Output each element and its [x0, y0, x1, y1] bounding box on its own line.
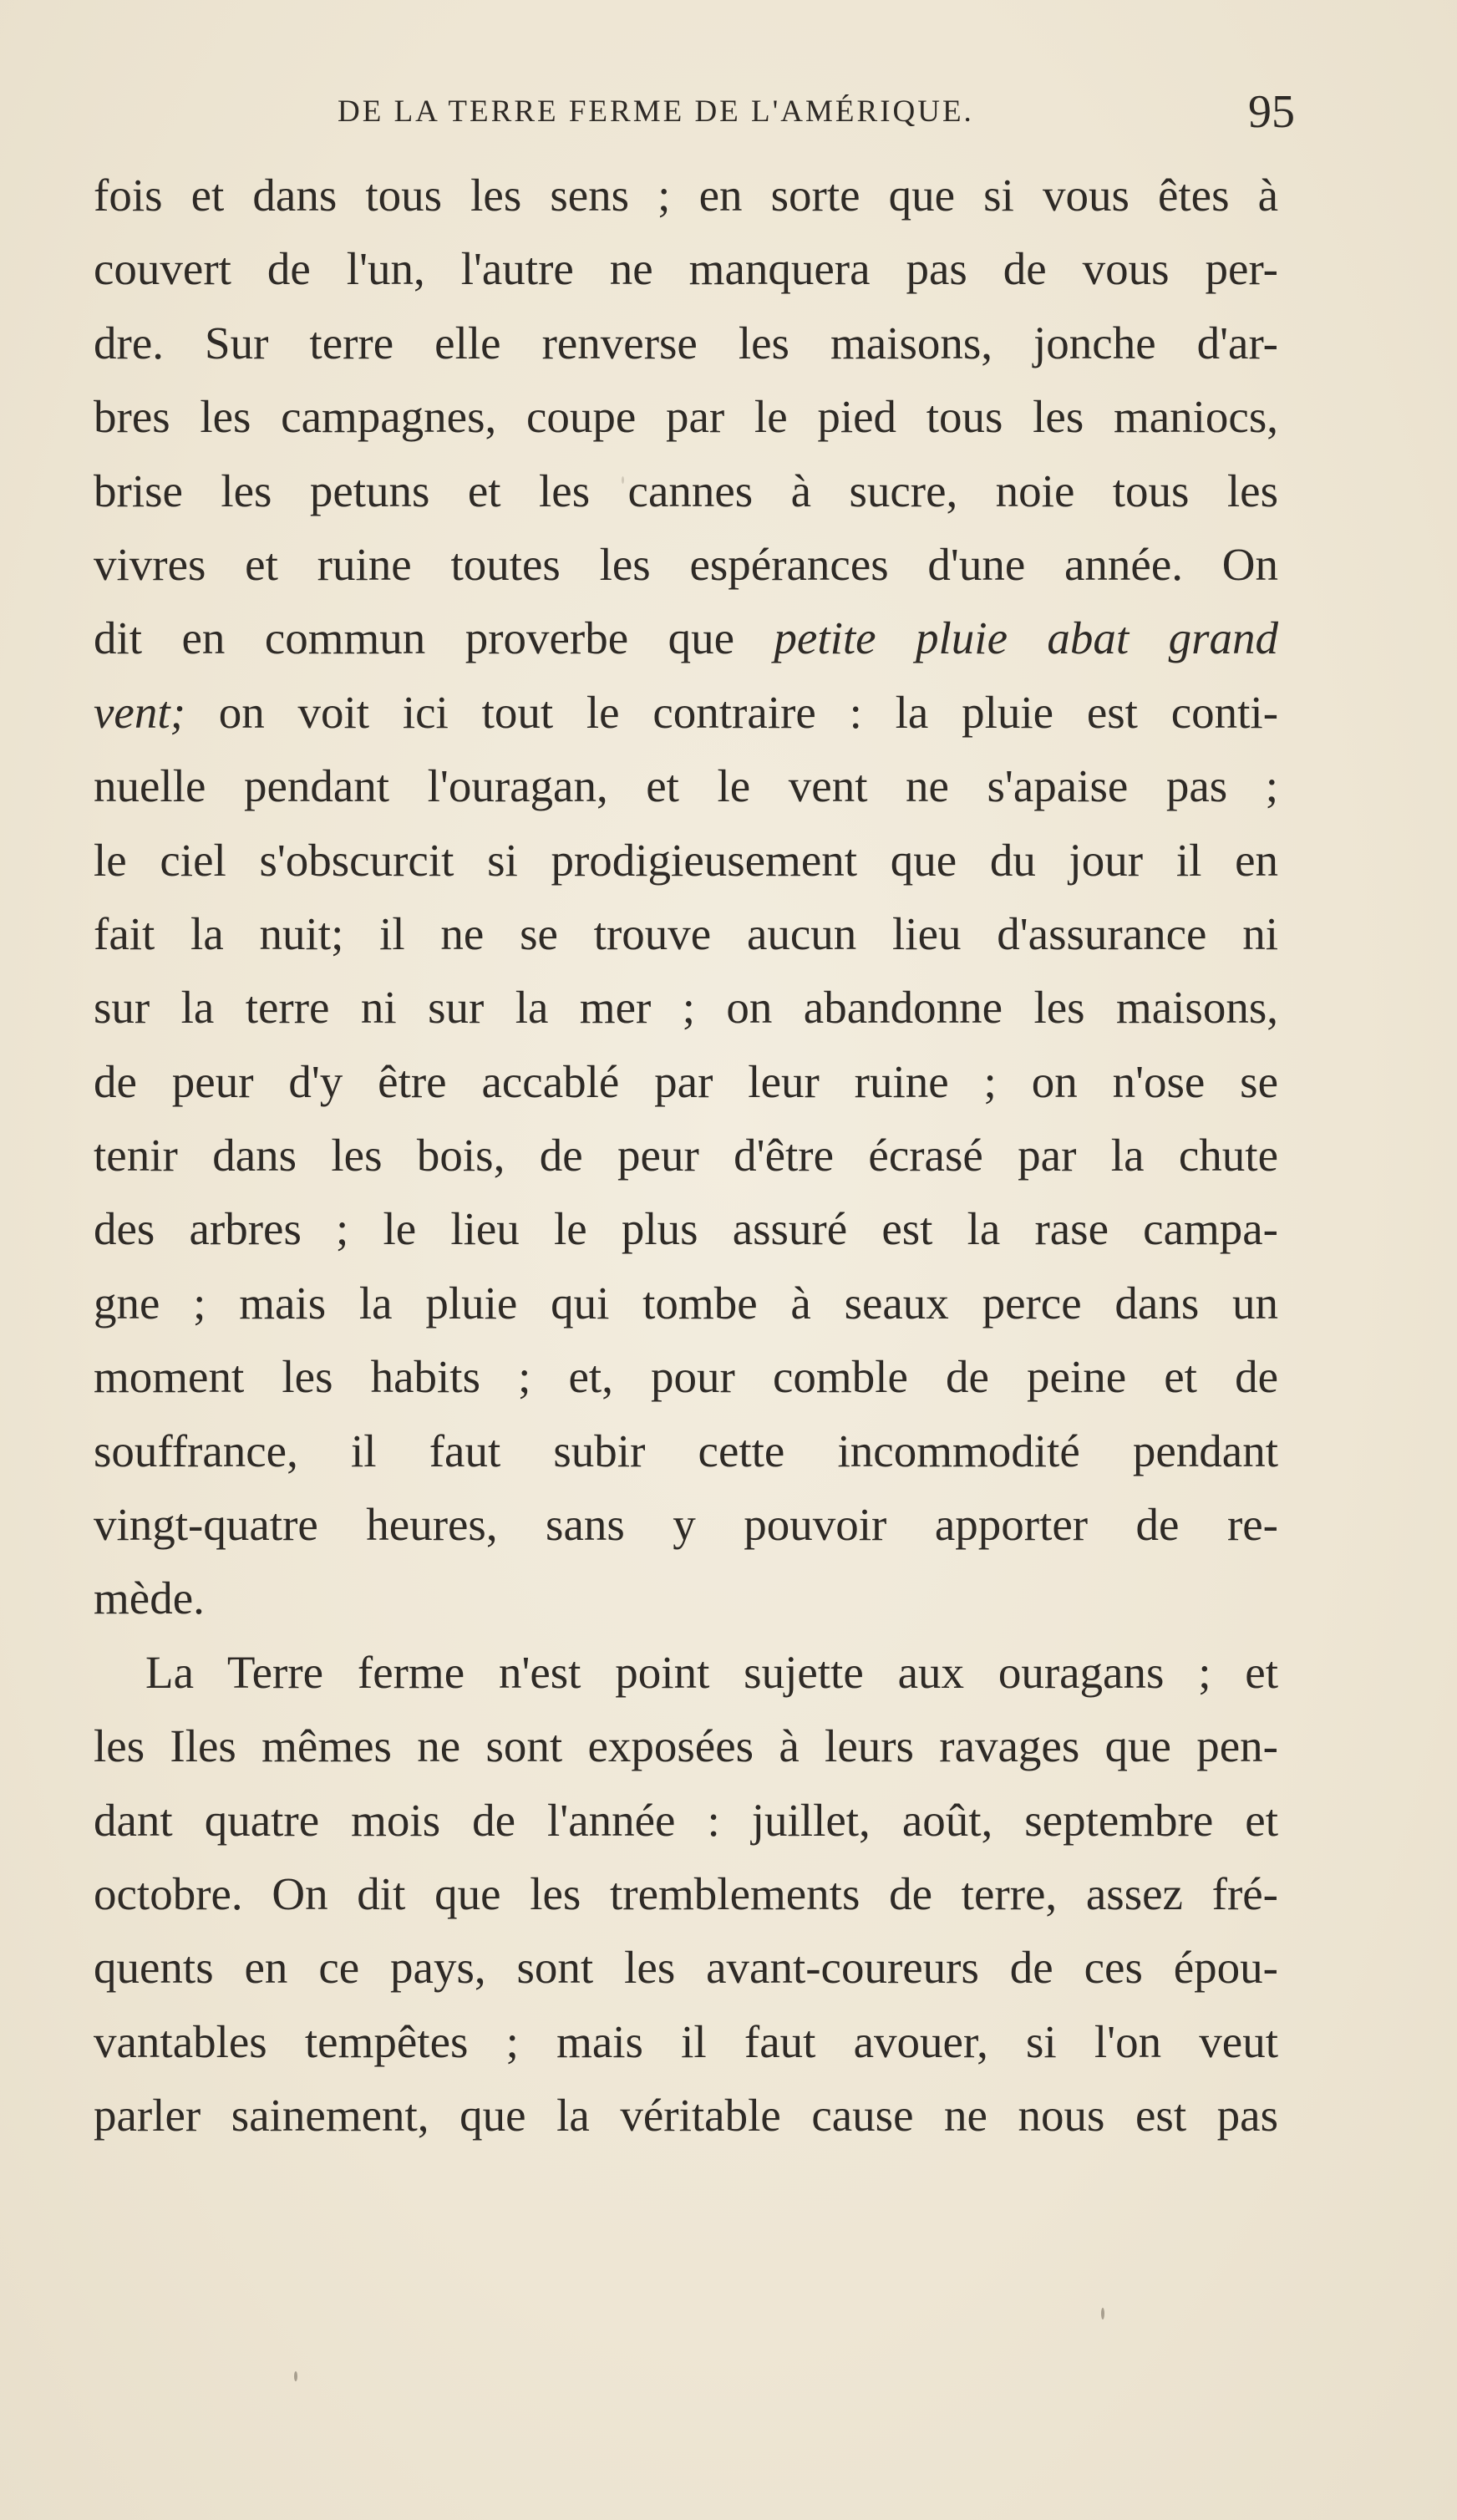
text-segment: dit en commun proverbe que: [94, 612, 734, 664]
text-line: quents en ce pays, sont les avant-coureurs de ces épou-: [94, 1942, 1278, 1994]
text-line: vantables tempêtes ; mais il faut avouer, si l'on veut: [94, 2015, 1278, 2067]
italic-proverb-end: vent;: [94, 686, 185, 738]
text-line: vivres et ruine toutes les espérances d'une année. On: [94, 538, 1278, 590]
page-number: 95: [1248, 86, 1295, 138]
running-head: [94, 86, 1295, 140]
running-title: DE LA TERRE FERME DE L'AMÉRIQUE.: [338, 94, 974, 129]
text-line: fait la nuit; il ne se trouve aucun lieu d'assurance ni: [94, 907, 1278, 959]
text-line: les Iles mêmes ne sont exposées à leurs ravages que pen-: [94, 1720, 1278, 1772]
text-line: dant quatre mois de l'année : juillet, août, septembre et: [94, 1794, 1278, 1846]
text-line-with-italic: [94, 676, 1278, 749]
paper-speck: [1101, 2308, 1104, 2319]
text-line: fois et dans tous les sens ; en sorte que si vous êtes à: [94, 170, 1278, 221]
text-line-with-italic: [94, 602, 1278, 675]
text-line: gne ; mais la pluie qui tombe à seaux perce dans un: [94, 1277, 1278, 1329]
text-line: couvert de l'un, l'autre ne manquera pas de vous per-: [94, 243, 1278, 295]
text-line: bres les campagnes, coupe par le pied tous les maniocs,: [94, 391, 1278, 443]
paper-speck: [294, 2371, 297, 2381]
text-segment: on voit ici tout le contraire : la pluie est conti-: [218, 686, 1279, 738]
text-line: vingt-quatre heures, sans y pouvoir apporter de re-: [94, 1499, 1278, 1551]
text-line: nuelle pendant l'ouragan, et le vent ne s'apaise pas ;: [94, 760, 1278, 812]
text-line-paragraph-end: mède.: [94, 1572, 205, 1624]
text-line: parler sainement, que la véritable cause ne nous est pas: [94, 2090, 1278, 2141]
text-line: octobre. On dit que les tremblements de terre, assez fré-: [94, 1867, 1278, 1919]
text-line: sur la terre ni sur la mer ; on abandonne les maisons,: [94, 982, 1278, 1034]
paper-speck: [622, 476, 624, 484]
text-line: de peur d'y être accablé par leur ruine ; on n'ose se: [94, 1055, 1278, 1107]
text-line: tenir dans les bois, de peur d'être écrasé par la chute: [94, 1130, 1278, 1181]
text-line: moment les habits ; et, pour comble de peine et de: [94, 1351, 1278, 1403]
text-line: brise les petuns et les cannes à sucre, noie tous les: [94, 465, 1278, 516]
text-line: le ciel s'obscurcit si prodigieusement que du jour il en: [94, 834, 1278, 886]
text-line: dre. Sur terre elle renverse les maisons, jonche d'ar-: [94, 317, 1278, 368]
body-text: [94, 159, 1278, 2153]
text-line: des arbres ; le lieu le plus assuré est la rase campa-: [94, 1203, 1278, 1255]
text-line: souffrance, il faut subir cette incommodité pendant: [94, 1425, 1278, 1476]
text-line-paragraph-start: La Terre ferme n'est point sujette aux ouragans ; et: [145, 1646, 1278, 1698]
italic-proverb: petite pluie abat grand: [774, 612, 1279, 664]
